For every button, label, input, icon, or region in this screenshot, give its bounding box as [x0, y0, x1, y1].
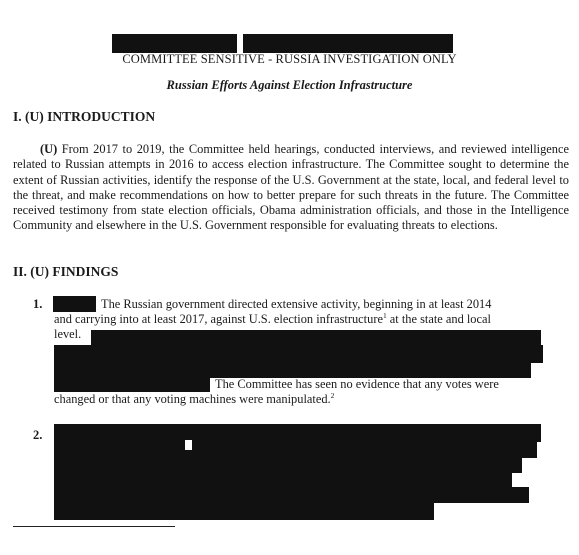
footnote-reference: 1 [382, 311, 387, 320]
redaction-bar [54, 441, 537, 458]
redaction-bar [53, 296, 96, 312]
finding-text-segment: at the state and local [386, 312, 491, 326]
redaction-bar [54, 424, 541, 442]
document-title: Russian Efforts Against Election Infrastructure [166, 78, 413, 92]
finding-text-line [54, 312, 491, 327]
finding-text-line: level. [54, 327, 82, 341]
classification-portion-marking: (U) [40, 142, 58, 156]
finding-text-line: The Russian government directed extensive activity, beginning in at least 2014 [101, 297, 492, 311]
footnote-separator [13, 526, 175, 527]
redaction-bar [54, 502, 434, 520]
footnote-reference: 2 [330, 391, 335, 400]
redaction-bar [54, 472, 512, 488]
section-heading-findings: II. (U) FINDINGS [13, 264, 119, 279]
classification-marking: COMMITTEE SENSITIVE - RUSSIA INVESTIGATION ONLY [122, 52, 457, 66]
redaction-bar [54, 345, 543, 363]
section-heading-introduction: I. (U) INTRODUCTION [13, 109, 156, 124]
introduction-paragraph [13, 142, 569, 234]
finding-text-line: The Committee has seen no evidence that any votes were [215, 377, 499, 391]
redaction-bar [243, 34, 453, 53]
finding-text-segment: and carrying into at least 2017, against U.S. election infrastructure [54, 312, 383, 326]
redaction-bar [54, 487, 529, 503]
redaction-bar [54, 377, 210, 392]
finding-text-segment: changed or that any voting machines were manipulated. [54, 392, 331, 406]
redaction-bar [91, 330, 541, 346]
finding-number: 2. [33, 428, 43, 442]
introduction-body-text: From 2017 to 2019, the Committee held hearings, conducted interviews, and reviewed intelligence related to Russian attempts in 2016 to access election infrastructure. The Committee sought to determine the extent of Russian activities, identify the response of the U.S. Government at the state, local, and federal level to the threat, and make recommendations on how to better prepare for such threats in the future. The Committee received testimony from state election officials, Obama administration officials, and those in the Intelligence Community and elsewhere in the U.S. Government responsible for evaluating threats to elections. [13, 142, 569, 233]
redaction-bar [112, 34, 237, 53]
finding-number: 1. [33, 297, 43, 311]
redaction-bar [54, 457, 522, 473]
redaction-gap-mark [185, 440, 192, 450]
redaction-bar [54, 362, 531, 378]
finding-text-line [54, 392, 334, 407]
